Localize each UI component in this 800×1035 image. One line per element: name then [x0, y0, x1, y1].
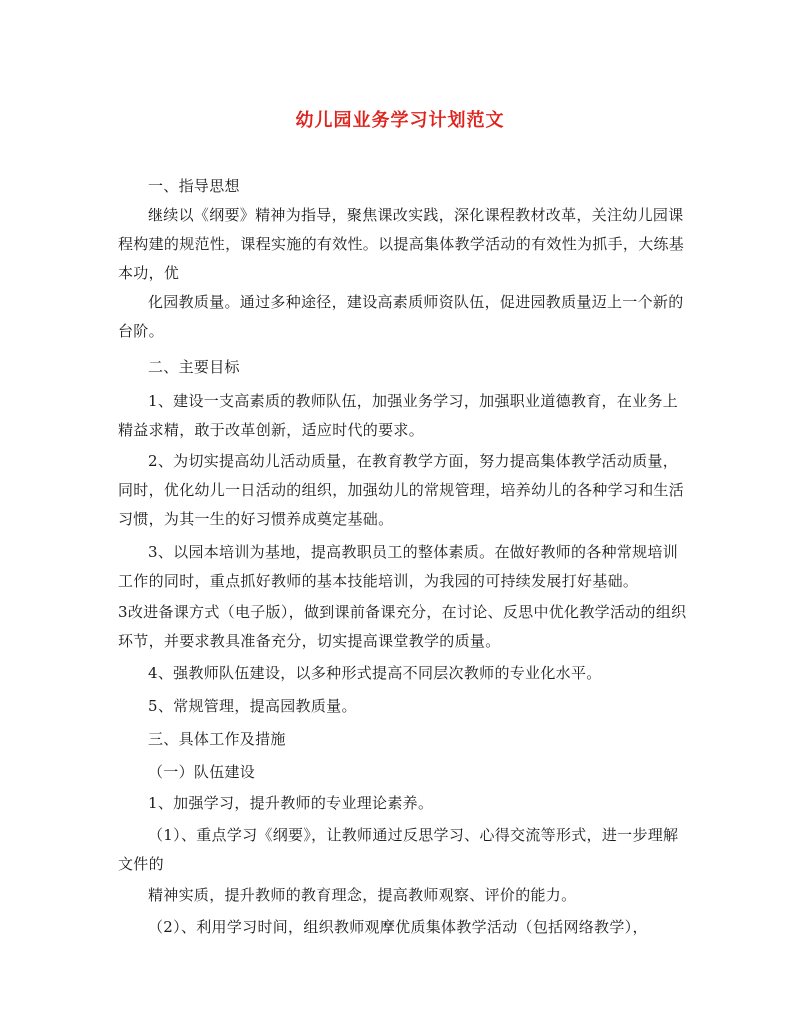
section-heading-guiding-thought: 一、指导思想	[148, 177, 240, 195]
paragraph-measure-1-1-cont: 精神实质，提升教师的教育理念，提高教师观察、评价的能力。	[148, 886, 577, 904]
section-heading-measures: 三、具体工作及措施	[148, 730, 286, 748]
paragraph-measure-1-1: （1）、重点学习《纲要》，让教师通过反思学习、心得交流等形式，进一步理解文件的	[118, 826, 679, 873]
paragraph-goal-5: 5、常规管理，提高园教质量。	[148, 697, 357, 715]
paragraph-goal-4: 4、强教师队伍建设，以多种形式提高不同层次教师的专业化水平。	[148, 664, 602, 682]
paragraph-goal-3: 3、以园本培训为基地，提高教职员工的整体素质。在做好教师的各种常规培训工作的同时，重点抓好教师的基本技能培训，为我园的可持续发展打好基础。	[118, 543, 679, 590]
document-title: 幼儿园业务学习计划范文	[295, 110, 505, 131]
paragraph-goal-1: 1、建设一支高素质的教师队伍，加强业务学习，加强职业道德教育，在业务上精益求精，敢于改革创新，适应时代的要求。	[118, 392, 679, 439]
paragraph-guiding-thought-cont: 化园教质量。通过多种途径，建设高素质师资队伍，促进园教质量迈上一个新的台阶。	[118, 293, 684, 340]
paragraph-guiding-thought: 继续以《纲要》精神为指导，聚焦课改实践，深化课程教材改革，关注幼儿园课程构建的规范性，课程实施的有效性。以提高集体教学活动的有效性为抓手，大练基本功，优	[118, 206, 685, 282]
paragraph-measure-1-2: （2）、利用学习时间，组织教师观摩优质集体教学活动（包括网络教学），	[148, 918, 648, 936]
paragraph-goal-3b: 3改进备课方式（电子版），做到课前备课充分，在讨论、反思中优化教学活动的组织环节，并要求教具准备充分，切实提高课堂教学的质量。	[118, 603, 687, 650]
section-heading-main-goals: 二、主要目标	[148, 358, 240, 376]
paragraph-goal-2: 2、为切实提高幼儿活动质量，在教育教学方面，努力提高集体教学活动质量，同时，优化幼儿一日活动的组织，加强幼儿的常规管理，培养幼儿的各种学习和生活习惯，为其一生的好习惯养成奠定基础。	[118, 452, 685, 528]
subsection-heading-team: （一）队伍建设	[148, 763, 256, 781]
paragraph-measure-1: 1、加强学习，提升教师的专业理论素养。	[148, 794, 434, 812]
